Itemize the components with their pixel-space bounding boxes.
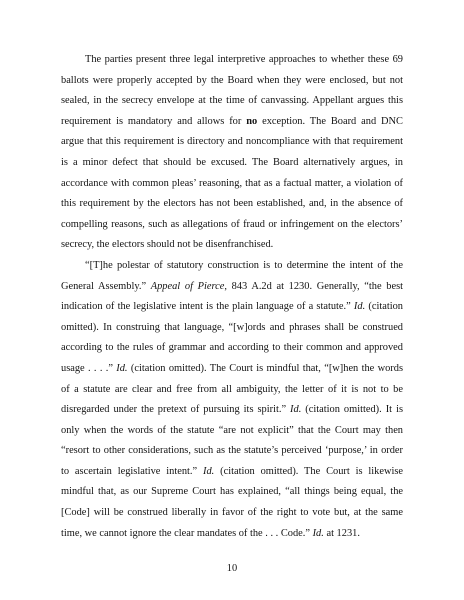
emphasis-bold: no (246, 115, 258, 127)
citation-italic: Id. (290, 404, 302, 416)
citation-italic: Id. (203, 465, 215, 477)
body-text (61, 50, 403, 544)
text-run: The parties present three legal interpretive approaches to whether these 69 ballots were properly accepted by the Board when they were enclosed, but not sealed, in the secrecy envelope at the time of canvassing. Appellant argues this requirement is mandatory and allows for (61, 54, 403, 127)
paragraph-1 (61, 50, 403, 256)
paragraph-2 (61, 256, 403, 544)
text-run: , 843 A.2d at 1230. Generally, “the best indication of the legislative intent is the plain language of a statute.” (61, 280, 403, 313)
text-run: (citation omitted). In construing that language, “[w]ords and phrases shall be construed according to the rules of grammar and according to their common and approved usage . . . .” (61, 301, 403, 374)
text-run: at 1231. (323, 527, 360, 539)
text-run: (citation omitted). It is only when the words of the statute “are not explicit” that the Court may then “resort to other considerations, such as the statute’s perceived ‘purpose,’ in order to ascertain legislative intent.” (61, 404, 403, 477)
citation-italic: Appeal of Pierce (150, 280, 225, 292)
text-run: exception. The Board and DNC argue that this requirement is directory and noncompliance with that requirement is a minor defect that should be excused. The Board alternatively argues, in accordance with common pleas’ reasoning, that as a factual matter, a violation of this requirement by the electors has not been established, and, in the absence of compelling reasons, such as allegations of fraud or infringement on the electors’ secrecy, the electors should not be disenfranchised. (61, 115, 403, 251)
citation-italic: Id. (116, 362, 128, 374)
text-run: “[T]he polestar of statutory construction is to determine the intent of the General Assembly.” (61, 259, 403, 292)
citation-italic: Id. (312, 527, 324, 539)
page-number: 10 (226, 563, 238, 574)
citation-italic: Id. (353, 301, 366, 313)
text-run: (citation omitted). The Court is likewise mindful that, as our Supreme Court has explained, “all things being equal, the [Code] will be construed liberally in favor of the right to vote but, at the same time, we cannot ignore the clear mandates of the . . . Code.” (61, 465, 403, 539)
text-run: (citation omitted). The Court is mindful that, “[w]hen the words of a statute are clear and free from all ambiguity, the letter of it is not to be disregarded under the pretext of pursuing its spirit.” (61, 362, 403, 416)
